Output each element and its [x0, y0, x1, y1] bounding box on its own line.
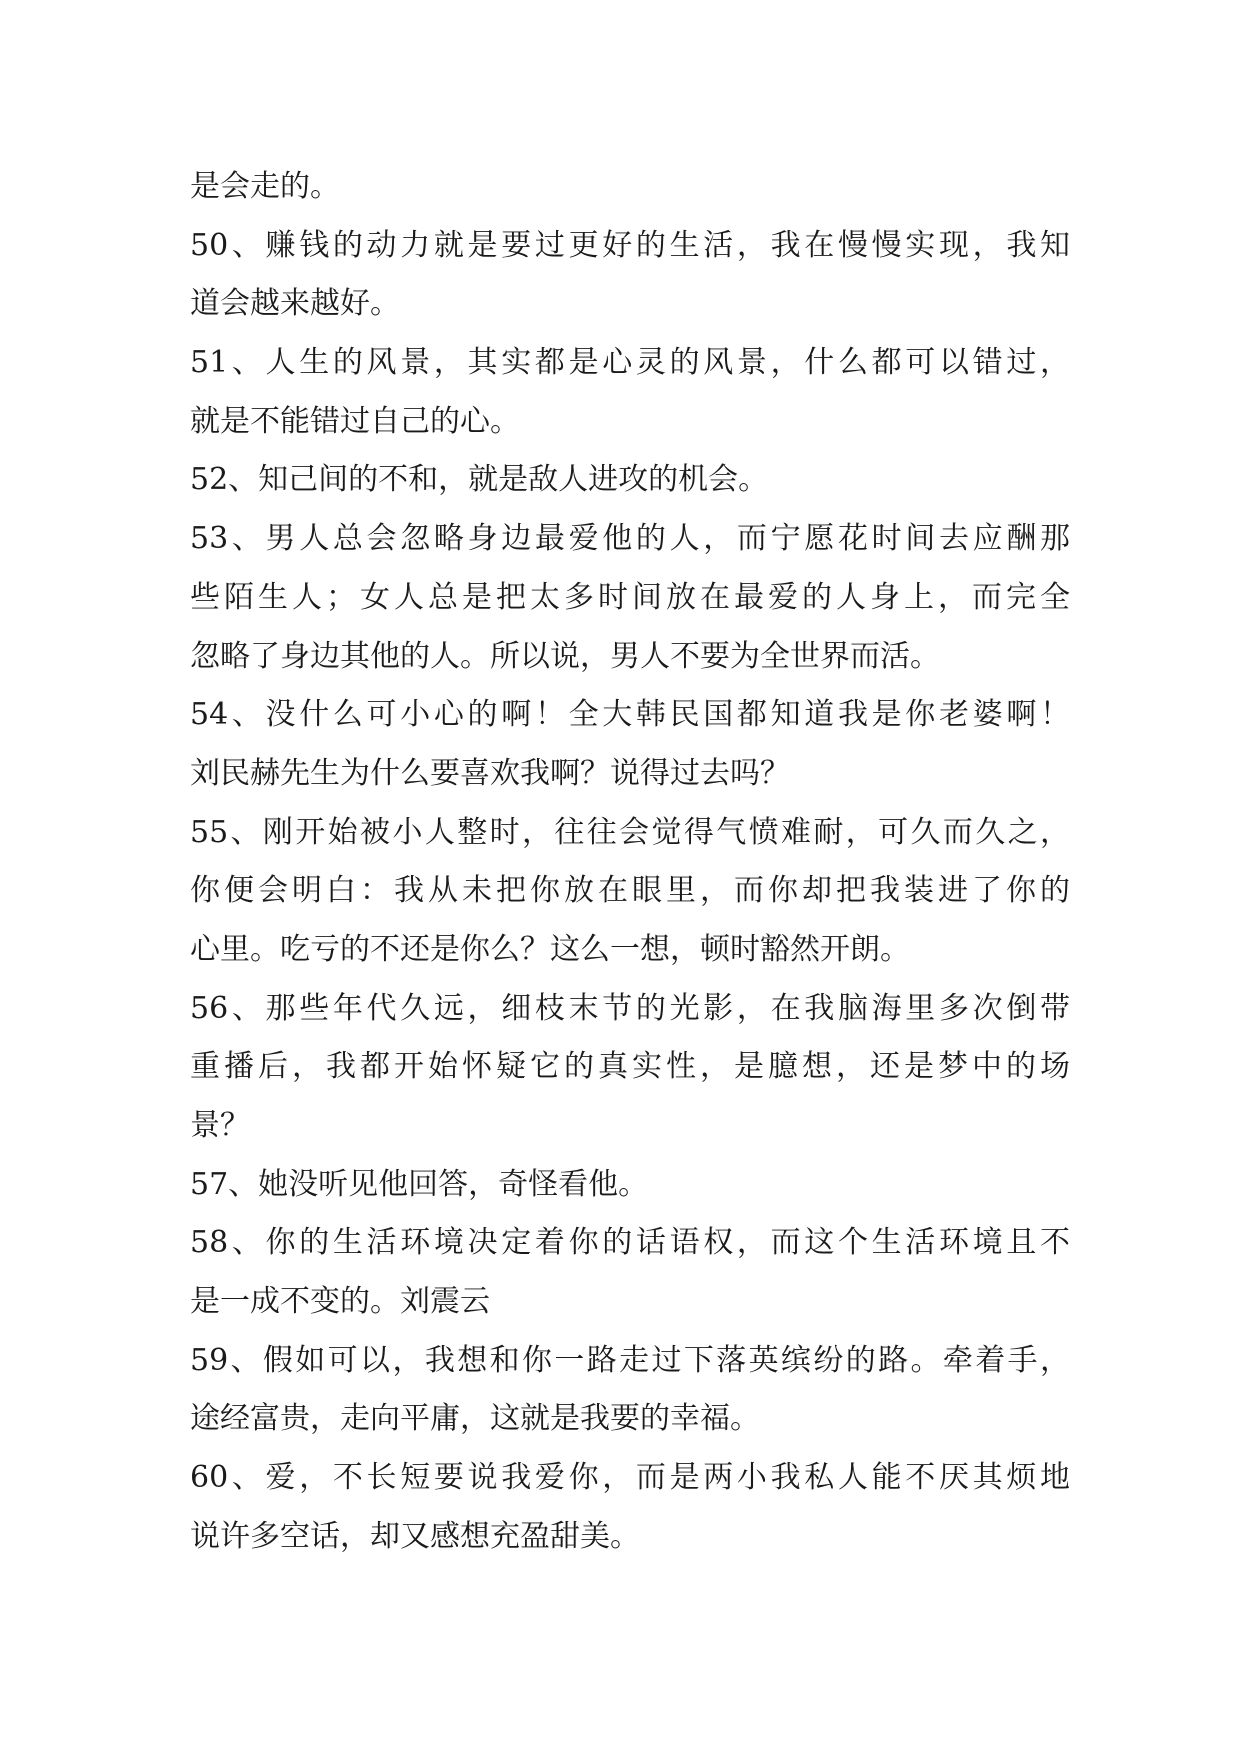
- text-line: 52、知己间的不和，就是敌人进攻的机会。: [190, 462, 769, 498]
- text-line: 景？: [190, 1108, 250, 1143]
- text-line: 53、男人总会忽略身边最爱他的人，而宁愿花时间去应酬那: [190, 521, 1070, 557]
- text-line: 60、爱，不长短要说我爱你，而是两小我私人能不厌其烦地: [190, 1460, 1070, 1496]
- text-line: 道会越来越好。: [190, 286, 400, 322]
- text-line: 是会走的。: [190, 169, 340, 204]
- text-line: 些陌生人；女人总是把太多时间放在最爱的人身上，而完全: [190, 579, 1070, 615]
- text-line: 就是不能错过自己的心。: [190, 403, 520, 439]
- text-line: 刘民赫先生为什么要喜欢我啊？说得过去吗？: [190, 755, 790, 791]
- text-line: 心里。吃亏的不还是你么？这么一想，顿时豁然开朗。: [190, 931, 910, 967]
- text-line: 59、假如可以，我想和你一路走过下落英缤纷的路。牵着手，: [190, 1342, 1070, 1378]
- text-line: 途经富贵，走向平庸，这就是我要的幸福。: [190, 1401, 760, 1437]
- text-line: 56、那些年代久远，细枝末节的光影，在我脑海里多次倒带: [190, 990, 1070, 1026]
- text-line: 说许多空话，却又感想充盈甜美。: [190, 1518, 640, 1554]
- text-line: 58、你的生活环境决定着你的话语权，而这个生活环境且不: [190, 1225, 1070, 1261]
- text-line: 你便会明白：我从未把你放在眼里，而你却把我装进了你的: [190, 873, 1070, 909]
- text-line: 57、她没听见他回答，奇怪看他。: [190, 1166, 649, 1202]
- text-line: 忽略了身边其他的人。所以说，男人不要为全世界而活。: [190, 638, 940, 674]
- text-line: 55、刚开始被小人整时，往往会觉得气愤难耐，可久而久之，: [190, 814, 1070, 850]
- text-line: 重播后，我都开始怀疑它的真实性，是臆想，还是梦中的场: [190, 1049, 1070, 1085]
- text-line: 54、没什么可小心的啊！全大韩民国都知道我是你老婆啊！: [190, 697, 1070, 733]
- document-body: [190, 158, 1070, 1567]
- text-line: 50、赚钱的动力就是要过更好的生活，我在慢慢实现，我知: [190, 227, 1070, 263]
- text-line: 是一成不变的。刘震云: [190, 1284, 490, 1320]
- text-line: 51、人生的风景，其实都是心灵的风景，什么都可以错过，: [190, 345, 1070, 381]
